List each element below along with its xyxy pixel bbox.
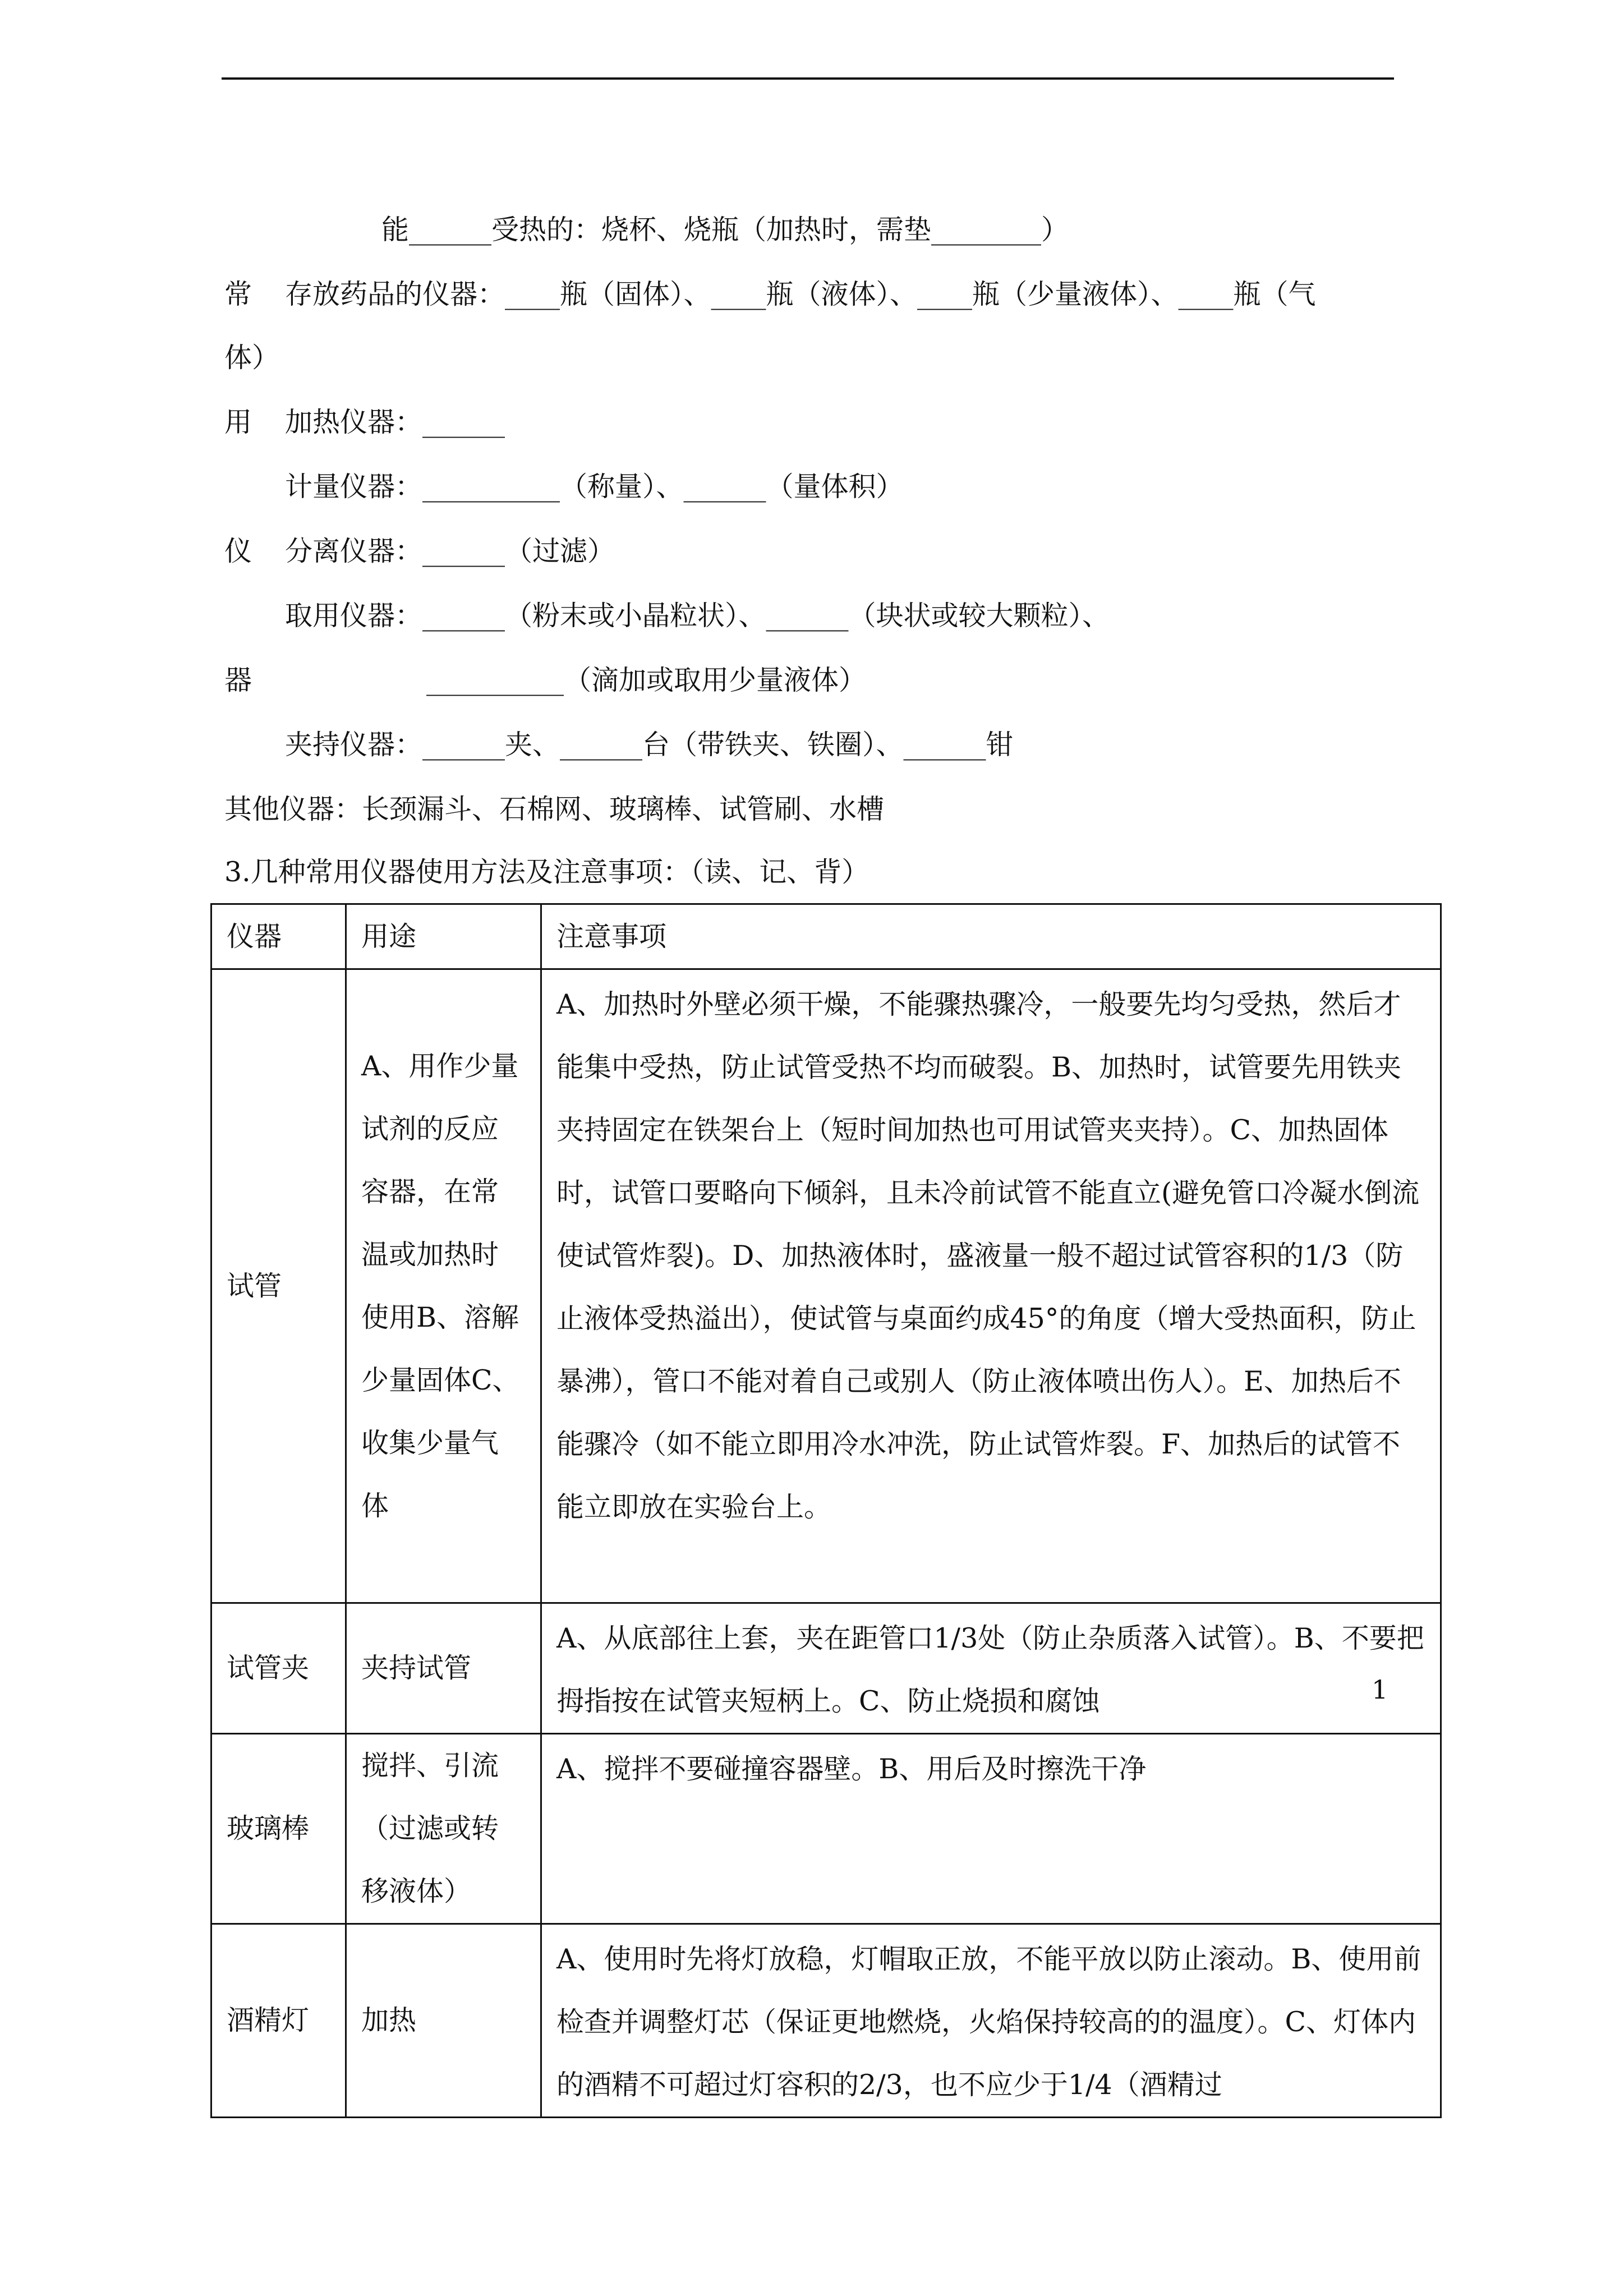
row-notes: A、搅拌不要碰撞容器壁。B、用后及时擦洗干净 bbox=[541, 1734, 1441, 1924]
table-row bbox=[211, 969, 1441, 1603]
text-line-clamping: 夹持仪器：______夹、______台（带铁夹、铁圈）、______钳 bbox=[285, 729, 1014, 761]
label-char-yi: 仪 bbox=[224, 535, 252, 567]
text-line-measuring: 计量仪器：__________（称量）、______（量体积） bbox=[285, 471, 904, 503]
row-notes: A、加热时外壁必须干燥，不能骤热骤冷，一般要先均匀受热，然后才能集中受热，防止试管受热不均而破裂。B、加热时，试管要先用铁夹夹持固定在铁架台上（短时间加热也可用试管夹夹持）。C、加热固体时，试管口要略向下倾斜，且未冷前试管不能直立(避免管口冷凝水倒流使试管炸裂)。D、加热液体时，盛液量一般不超过试管容积的1/3（防止液体受热溢出），使试管与桌面约成45°的角度（增大受热面积，防止暴沸），管口不能对着自己或别人（防止液体喷出伤人）。E、加热后不能骤冷（如不能立即用冷水冲洗，防止试管炸裂。F、加热后的试管不能立即放在实验台上。 bbox=[541, 969, 1441, 1603]
text-line-dropper: __________（滴加或取用少量液体） bbox=[426, 664, 867, 696]
text-line-taking: 取用仪器：______（粉末或小晶粒状）、______（块状或较大颗粒）、 bbox=[285, 600, 1110, 632]
text-line-heat: 能______受热的：烧杯、烧瓶（加热时，需垫________） bbox=[381, 214, 1069, 246]
table-row bbox=[211, 1734, 1441, 1924]
row-instrument: 试管 bbox=[211, 969, 346, 1603]
label-char-chang: 常 bbox=[224, 278, 252, 310]
header-rule bbox=[222, 77, 1394, 80]
header-notes: 注意事项 bbox=[541, 904, 1441, 969]
label-char-qi: 器 bbox=[224, 664, 252, 696]
header-usage: 用途 bbox=[346, 904, 541, 969]
text-line-heating: 加热仪器：______ bbox=[285, 406, 505, 438]
row-usage: 夹持试管 bbox=[346, 1603, 541, 1734]
page-number: 1 bbox=[1372, 1674, 1388, 1705]
row-usage: 搅拌、引流（过滤或转移液体） bbox=[346, 1734, 541, 1924]
text-line-storage-cont: 体） bbox=[224, 342, 280, 374]
text-line-separation: 分离仪器：______（过滤） bbox=[285, 535, 615, 567]
label-char-yong: 用 bbox=[224, 406, 252, 438]
row-usage: 加热 bbox=[346, 1924, 541, 2118]
row-usage: A、用作少量试剂的反应容器，在常温或加热时使用B、溶解少量固体C、收集少量气体 bbox=[346, 969, 541, 1603]
table-header-row bbox=[211, 904, 1441, 969]
text-line-other: 其他仪器：长颈漏斗、石棉网、玻璃棒、试管刷、水槽 bbox=[224, 793, 885, 825]
row-instrument: 试管夹 bbox=[211, 1603, 346, 1734]
row-notes: A、从底部往上套，夹在距管口1/3处（防止杂质落入试管）。B、不要把拇指按在试管夹短柄上。C、防止烧损和腐蚀 bbox=[541, 1603, 1441, 1734]
row-instrument: 酒精灯 bbox=[211, 1924, 346, 2118]
section-heading: 3.几种常用仪器使用方法及注意事项：（读、记、背） bbox=[224, 856, 869, 888]
row-instrument: 玻璃棒 bbox=[211, 1734, 346, 1924]
instrument-table bbox=[210, 903, 1442, 2118]
table-row bbox=[211, 1924, 1441, 2118]
table-row bbox=[211, 1603, 1441, 1734]
text-line-storage: 存放药品的仪器：____瓶（固体）、____瓶（液体）、____瓶（少量液体）、____瓶（气 bbox=[285, 278, 1316, 310]
header-instrument: 仪器 bbox=[211, 904, 346, 969]
row-notes: A、使用时先将灯放稳，灯帽取正放，不能平放以防止滚动。B、使用前检查并调整灯芯（保证更地燃烧，火焰保持较高的的温度）。C、灯体内的酒精不可超过灯容积的2/3，也不应少于1/4（酒精过 bbox=[541, 1924, 1441, 2118]
